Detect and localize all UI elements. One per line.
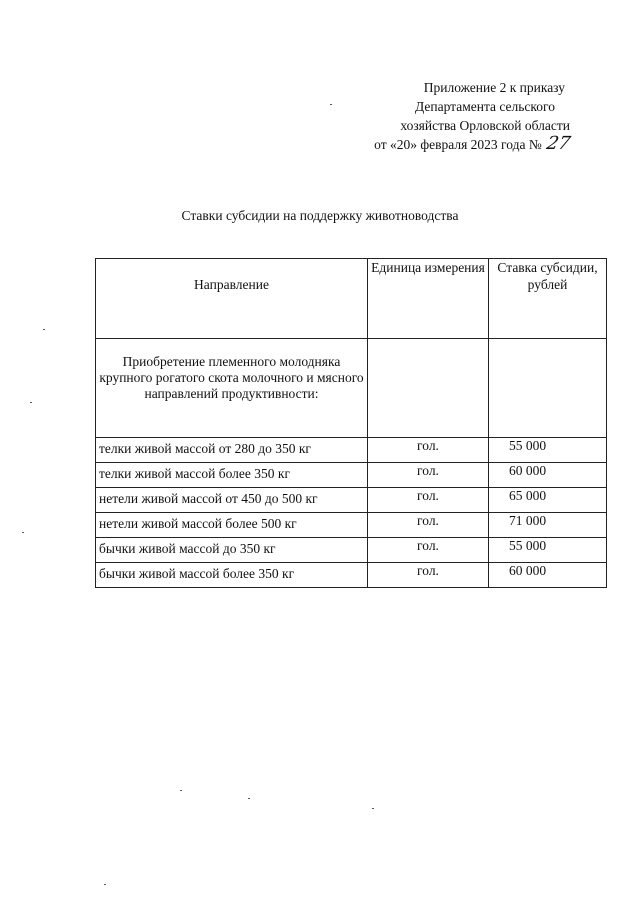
direction-cell: телки живой массой более 350 кг [96,463,368,488]
scan-speck [104,884,106,885]
handwritten-order-number: 27 [544,133,573,154]
appendix-header [340,78,573,154]
scan-speck [43,329,45,330]
rate-cell: 55 000 [489,438,607,463]
table-row [96,513,607,538]
group-label: Приобретение племенного молодняка крупного рогатого скота молочного и мясного направлений продуктивности: [96,339,368,438]
order-date-text: от «20» февраля 2023 года № [374,137,542,152]
table-header-row [96,259,607,339]
column-header-rate: Ставка субсидии, рублей [489,259,607,339]
column-header-unit: Единица измерения [368,259,489,339]
table-row [96,463,607,488]
table-row [96,438,607,463]
rate-cell: 60 000 [489,563,607,588]
unit-cell: гол. [368,438,489,463]
direction-cell: телки живой массой от 280 до 350 кг [96,438,368,463]
direction-cell: нетели живой массой более 500 кг [96,513,368,538]
empty-cell [489,339,607,438]
scan-speck [248,798,250,799]
table-row [96,488,607,513]
scan-speck [330,104,332,105]
scan-speck [22,532,24,533]
unit-cell: гол. [368,538,489,563]
appendix-line: Приложение 2 к приказу [423,80,565,95]
document-title: Ставки субсидии на поддержку животноводства [181,208,459,223]
table-row [96,538,607,563]
ministry-line: хозяйства Орловской области [400,118,570,133]
rate-cell: 65 000 [489,488,607,513]
unit-cell: гол. [368,488,489,513]
rate-cell: 60 000 [489,463,607,488]
order-date-line [340,133,573,154]
unit-cell: гол. [368,563,489,588]
unit-cell: гол. [368,513,489,538]
department-line: Департамента сельского [414,99,555,114]
scan-speck [180,790,182,791]
table-row [96,563,607,588]
rate-cell: 71 000 [489,513,607,538]
column-header-direction: Направление [96,259,368,339]
direction-cell: бычки живой массой до 350 кг [96,538,368,563]
scan-speck [372,808,374,809]
scan-speck [30,402,32,403]
unit-cell: гол. [368,463,489,488]
rate-cell: 55 000 [489,538,607,563]
direction-cell: бычки живой массой более 350 кг [96,563,368,588]
empty-cell [368,339,489,438]
table-group-row [96,339,607,438]
direction-cell: нетели живой массой от 450 до 500 кг [96,488,368,513]
subsidy-rates-table [95,258,607,588]
